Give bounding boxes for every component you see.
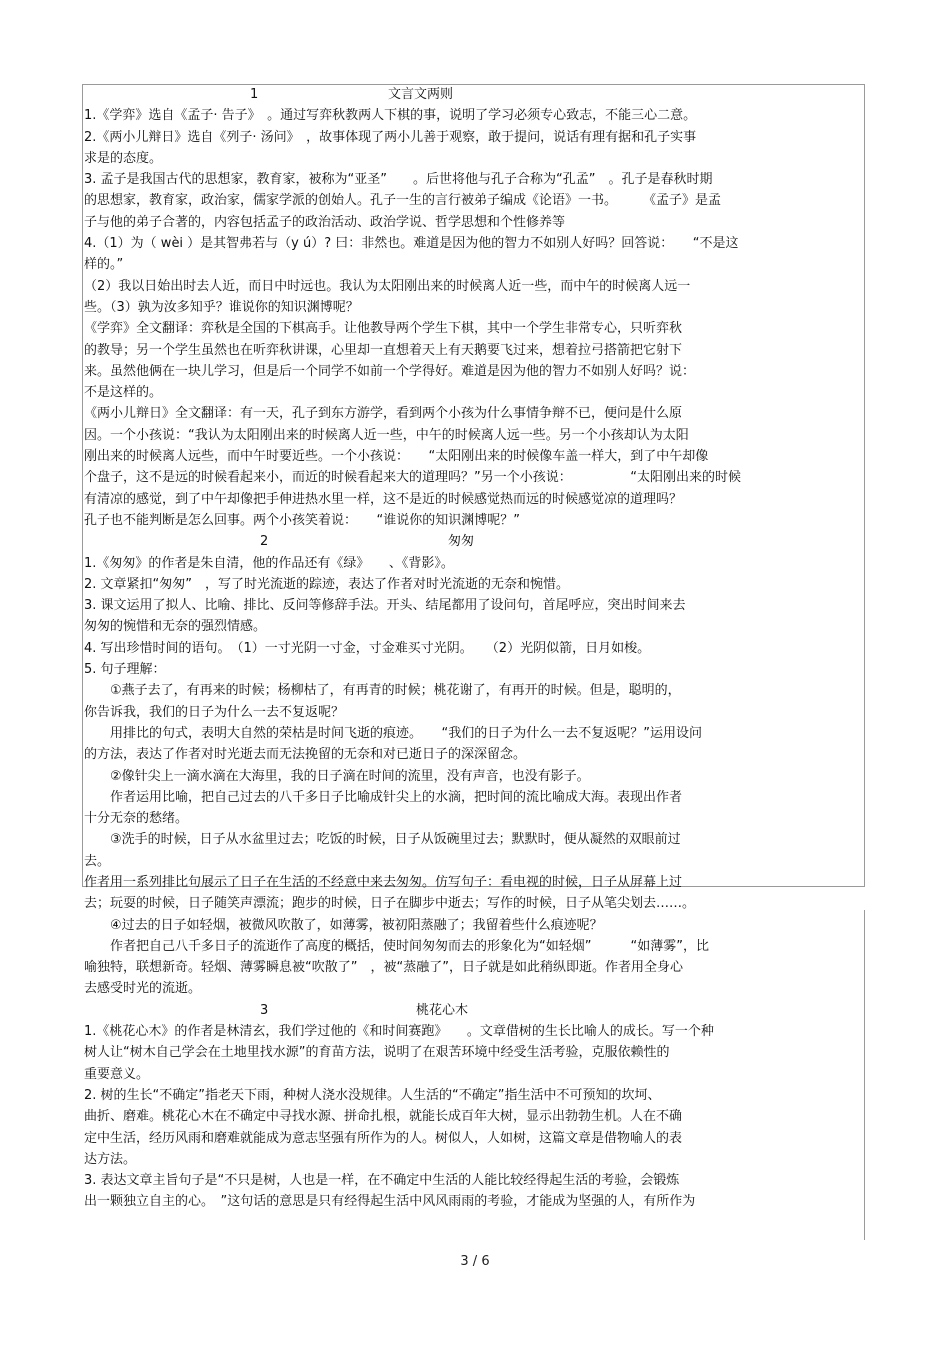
section-3-body — [84, 1021, 860, 1213]
text-line: 作者运用比喻，把自己过去的八千多日子比喻成针尖上的水滴，把时间的流比喻成大海。表现出作者 — [84, 789, 683, 805]
section-2-body — [84, 553, 860, 1000]
text-line: 出一颗独立自主的心。 ”这句话的意思是只有经得起生活中风风雨雨的考验，才能成为坚强的人，有所作为 — [84, 1194, 696, 1210]
text-line: 达方法。 — [84, 1151, 137, 1167]
text-line: 3. 课文运用了拟人、比喻、排比、反问等修辞手法。开头、结尾都用了设问句，首尾呼应，突出时间来去 — [84, 598, 686, 614]
text-line: 的教导；另一个学生虽然也在听弈秋讲课，心里却一直想着天上有天鹅要飞过来，想着拉弓搭箭把它射下 — [84, 342, 683, 358]
text-line: 曲折、磨难。桃花心木在不确定中寻找水源、拼命扎根，就能长成百年大树，显示出勃勃生机。人在不确 — [84, 1109, 683, 1125]
text-line: （2）我以日始出时去人近，而日中时远也。我认为太阳刚出来的时候离人近一些，而中午的时候离人远一 — [84, 278, 691, 294]
text-line: 去。 — [84, 853, 111, 869]
text-line: 《两小儿辩日》全文翻译：有一天，孔子到东方游学，看到两个小孩为什么事情争辩不已，便问是什么原 — [84, 406, 683, 422]
section-number: 3 — [260, 1002, 269, 1018]
text-line: 的思想家，教育家，政治家，儒家学派的创始人。孔子一生的言行被弟子编成《论语》一书。 《孟子》是孟 — [84, 193, 722, 209]
text-line: 1.《学弈》选自《孟子· 告子》 。通过写弈秋教两人下棋的事，说明了学习必须专心致志，不能三心二意。 — [84, 108, 697, 124]
text-line: 2.《两小儿辩日》选自《列子· 汤问》 ，故事体现了两小儿善于观察，敢于提问，说话有理有据和孔子实事 — [84, 129, 697, 145]
frame-line-right-lower — [864, 910, 865, 1240]
text-line: ①燕子去了，有再来的时候；杨柳枯了，有再青的时候；桃花谢了，有再开的时候。但是，聪明的， — [84, 683, 681, 699]
text-line: 2. 文章紧扣“匆匆” ，写了时光流逝的踪迹，表达了作者对时光流逝的无奈和惋惜。 — [84, 576, 570, 592]
text-line: 你告诉我，我们的日子为什么一去不复返呢？ — [84, 704, 345, 720]
text-line: 3. 表达文章主旨句子是“不只是树，人也是一样，在不确定中生活的人能比较经得起生活的考验，会锻炼 — [84, 1173, 680, 1189]
text-line: 去；玩耍的时候，日子随笑声漂流；跑步的时候，日子在脚步中逝去；写作的时候，日子从笔尖划去……。 — [84, 896, 696, 912]
text-line: 树人让“树木自己学会在土地里找水源”的育苗方法，说明了在艰苦环境中经受生活考验，克服依赖性的 — [84, 1045, 670, 1061]
section-number: 2 — [260, 534, 269, 550]
section-title: 桃花心木 — [416, 1002, 469, 1018]
section-title: 文言文两则 — [388, 87, 454, 102]
text-line: 1.《桃花心木》的作者是林清玄，我们学过他的《和时间赛跑》 。文章借树的生长比喻人的成长。写一个种 — [84, 1024, 714, 1040]
text-line: 来。虽然他俩在一块儿学习，但是后一个同学不如前一个学得好。难道是因为他的智力不如别人好吗？说： — [84, 363, 696, 379]
text-line: 喻独特，联想新奇。轻烟、薄雾瞬息被“吹散了” ，被“蒸融了”，日子就是如此稍纵即逝。作者用全身心 — [84, 960, 683, 976]
text-line: ②像针尖上一滴水滴在大海里，我的日子滴在时间的流里，没有声音，也没有影子。 — [84, 768, 590, 784]
text-line: 匆匆的惋惜和无奈的强烈情感。 — [84, 619, 267, 635]
text-line: 因。一个小孩说：“我认为太阳刚出来的时候离人近一些，中午的时候离人远一些。另一个小孩却认为太阳 — [84, 427, 689, 443]
text-line: 用排比的句式，表明大自然的荣枯是时间飞逝的痕迹。 “我们的日子为什么一去不复返呢？”运用设问 — [84, 725, 702, 741]
text-line: 作者用一系列排比句展示了日子在生活的不经意中来去匆匆。仿写句子：看电视的时候，日子从屏幕上过 — [84, 874, 683, 890]
text-line: 样的。” — [84, 257, 124, 273]
section-number: 1 — [250, 87, 259, 102]
text-line: 些。（3）孰为汝多知乎？谁说你的知识渊博呢？ — [84, 299, 359, 315]
text-line: 有清凉的感觉，到了中午却像把手伸进热水里一样，这不是近的时候感觉热而远的时候感觉凉的道理吗？ — [84, 491, 683, 507]
frame-line-left — [82, 84, 83, 887]
section-title: 匆匆 — [448, 534, 475, 550]
text-line: 重要意义。 — [84, 1066, 150, 1082]
text-line: 1.《匆匆》的作者是朱自清，他的作品还有《绿》 、《背影》。 — [84, 555, 454, 571]
text-line: 4. 写出珍惜时间的语句。 （1）一寸光阴一寸金，寸金难买寸光阴。 （2）光阴似箭，日月如梭。 — [84, 640, 651, 656]
document-body — [84, 84, 860, 1213]
frame-line-right — [864, 84, 865, 887]
section-heading-2 — [84, 531, 860, 552]
section-1-body — [84, 105, 860, 531]
text-line: 求是的态度。 — [84, 150, 163, 166]
section-heading-3 — [84, 1000, 860, 1021]
text-line: 5. 句子理解： — [84, 662, 166, 678]
text-line: 十分无奈的愁绪。 — [84, 811, 189, 827]
section-heading-1 — [84, 84, 860, 105]
text-line: 2. 树的生长“不确定”指老天下雨，种树人浇水没规律。人生活的“不确定”指生活中不可预知的坎坷、 — [84, 1087, 661, 1103]
text-line: 3. 孟子是我国古代的思想家，教育家，被称为“亚圣” 。后世将他与孔子合称为“孔孟” 。孔子是春秋时期 — [84, 172, 713, 188]
text-line: 不是这样的。 — [84, 385, 163, 401]
text-line: 《学弈》全文翻译：弈秋是全国的下棋高手。让他教导两个学生下棋，其中一个学生非常专心，只听弈秋 — [84, 321, 683, 337]
text-line: 定中生活，经历风雨和磨难就能成为意志坚强有所作为的人。树似人，人如树，这篇文章是借物喻人的表 — [84, 1130, 683, 1146]
page-number: 3 / 6 — [460, 1254, 490, 1269]
text-line: 子与他的弟子合著的，内容包括孟子的政治活动、政治学说、哲学思想和个性修养等 — [84, 214, 566, 230]
text-line: ④过去的日子如轻烟，被微风吹散了，如薄雾，被初阳蒸融了；我留着些什么痕迹呢？ — [84, 917, 603, 933]
text-line: ③洗手的时候，日子从水盆里过去；吃饭的时候，日子从饭碗里过去；默默时，便从凝然的双眼前过 — [84, 832, 681, 848]
text-line: 个盘子，这不是远的时候看起来小，而近的时候看起来大的道理吗？”另一个小孩说： “太阳刚出来的时候 — [84, 470, 741, 486]
text-line: 孔子也不能判断是怎么回事。两个小孩笑着说： “谁说你的知识渊博呢？” — [84, 512, 520, 528]
text-line: 作者把自己八千多日子的流逝作了高度的概括，使时间匆匆而去的形象化为“如轻烟” “如薄雾”，比 — [84, 938, 709, 954]
text-line: 4.（1）为（ wèi ）是其智弗若与（y ú）? 曰：非然也。难道是因为他的智力不如别人好吗？回答说： “不是这 — [84, 236, 739, 252]
text-line: 刚出来的时候离人远些，而中午时要近些。一个小孩说： “太阳刚出来的时候像车盖一样大，到了中午却像 — [84, 449, 709, 465]
text-line: 去感受时光的流逝。 — [84, 981, 202, 997]
text-line: 的方法，表达了作者对时光逝去而无法挽留的无奈和对已逝日子的深深留念。 — [84, 747, 527, 763]
